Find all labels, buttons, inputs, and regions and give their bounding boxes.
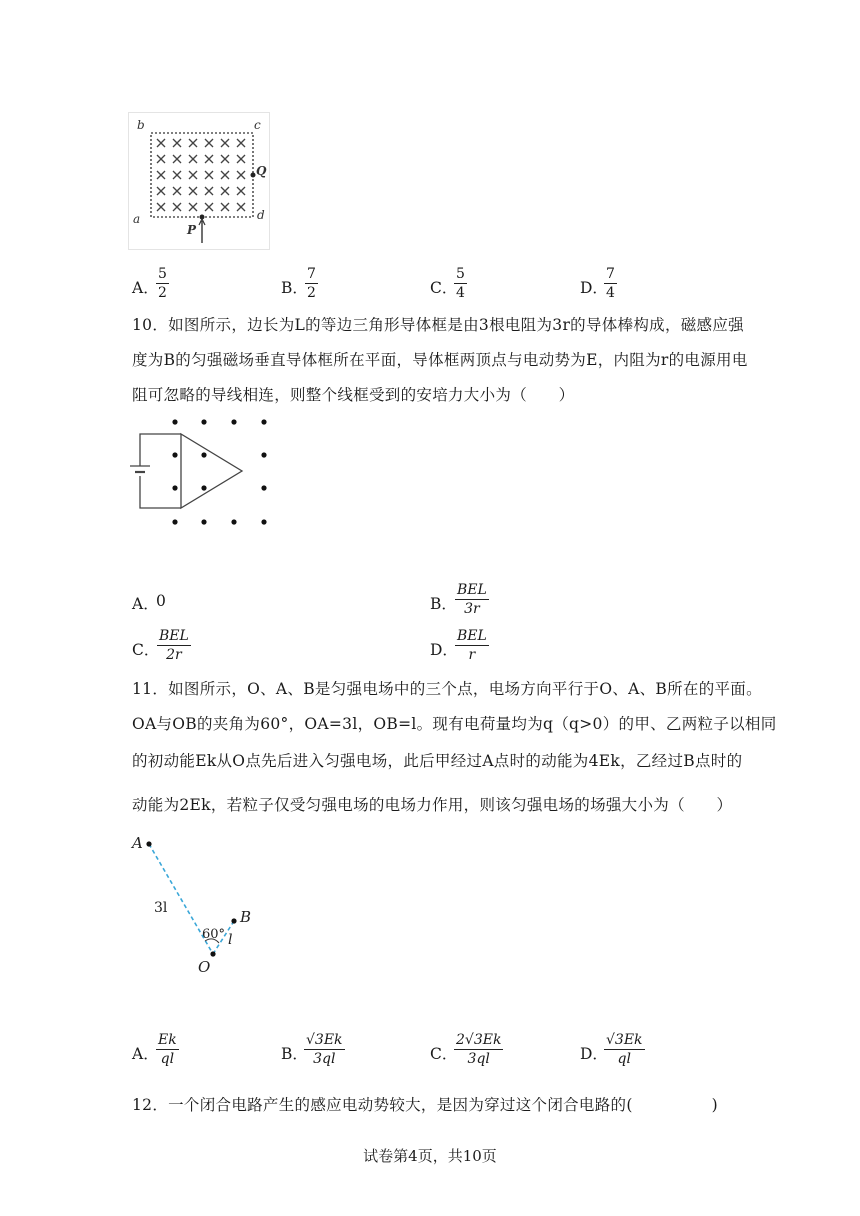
q11-option-d[interactable] — [604, 1032, 645, 1067]
numerator: 7 — [307, 266, 316, 282]
q11-option-b-label: B． — [281, 1045, 308, 1063]
q10-option-a[interactable]: 0 — [156, 592, 166, 610]
q11-stem-line-2: OA与OB的夹角为60°，OA=3l，OB=l。现有电荷量均为q（q>0）的甲、乙两粒子以相同 — [132, 715, 777, 733]
q11-stem-line-3: 的初动能Ek从O点先后进入匀强电场，此后甲经过A点时的动能为4Ek，乙经过B点时的 — [132, 752, 743, 770]
q9-option-a-label: A． — [132, 279, 159, 297]
denominator: 3r — [464, 601, 480, 617]
q11-figure — [124, 830, 264, 980]
q10-option-c-label: C． — [132, 641, 160, 659]
numerator: BEL — [457, 582, 487, 598]
label-c: c — [254, 118, 261, 132]
denominator: 3ql — [467, 1051, 490, 1067]
q10-option-b-label: B． — [430, 595, 457, 613]
q9-option-c[interactable] — [454, 266, 467, 301]
label-ob-length: l — [228, 932, 233, 948]
denominator: 4 — [606, 285, 615, 301]
q9-option-a[interactable] — [156, 266, 169, 301]
denominator: 2r — [166, 647, 182, 663]
denominator: ql — [617, 1051, 631, 1067]
q9-field-diagram — [129, 113, 269, 249]
denominator: 3ql — [313, 1051, 336, 1067]
magnetic-field-dots — [172, 419, 266, 524]
numerator: √3Ek — [306, 1032, 343, 1048]
q9-figure — [128, 112, 270, 250]
point-q-dot — [251, 173, 256, 178]
label-angle: 60° — [202, 927, 226, 942]
q10-stem-line-3: 阻可忽略的导线相连，则整个线框受到的安培力大小为（ ） — [132, 386, 575, 404]
triangle-frame — [181, 434, 242, 508]
point-a-dot — [146, 841, 151, 846]
numerator: BEL — [159, 628, 189, 644]
label-a: a — [133, 212, 141, 226]
q10-stem-line-1: 10．如图所示，边长为L的等边三角形导体框是由3根电阻为3r的导体棒构成，磁感应强 — [132, 316, 744, 334]
q10-stem-line-2: 度为B的匀强磁场垂直导体框所在平面，导体框两顶点与电动势为E，内阻为r的电源用电 — [132, 351, 748, 369]
magnetic-field-crosses — [157, 139, 245, 211]
label-o: O — [198, 958, 211, 976]
q9-option-c-label: C． — [430, 279, 458, 297]
point-o-dot — [210, 951, 215, 956]
denominator: 2 — [158, 285, 167, 301]
page-footer: 试卷第4页，共10页 — [363, 1147, 497, 1165]
q12-stem-line: 12．一个闭合电路产生的感应电动势较大，是因为穿过这个闭合电路的( ) — [132, 1096, 719, 1114]
numerator: 7 — [606, 266, 615, 282]
q11-option-a-label: A． — [132, 1045, 159, 1063]
label-b: B — [240, 908, 252, 926]
q9-option-b[interactable] — [305, 266, 318, 301]
label-a: A — [132, 834, 143, 852]
q10-option-a-label: A． — [132, 595, 159, 613]
q11-field-points-diagram — [124, 830, 264, 980]
q10-option-c[interactable] — [157, 628, 191, 663]
q9-option-d[interactable] — [604, 266, 617, 301]
q9-option-d-label: D． — [580, 279, 608, 297]
numerator: BEL — [457, 628, 487, 644]
label-d: d — [257, 208, 265, 222]
q11-option-b[interactable] — [304, 1032, 345, 1067]
q10-option-b[interactable] — [455, 582, 489, 617]
label-b: b — [137, 118, 145, 132]
q11-stem-line-4: 动能为2Ek，若粒子仅受匀强电场的电场力作用，则该匀强电场的场强大小为（ ） — [132, 796, 733, 814]
numerator: √3Ek — [606, 1032, 643, 1048]
numerator: Ek — [158, 1032, 177, 1048]
denominator: ql — [160, 1051, 175, 1067]
q11-option-c-label: C． — [430, 1045, 458, 1063]
q10-option-d-label: D． — [430, 641, 458, 659]
q10-option-d[interactable] — [455, 628, 489, 663]
q10-figure — [124, 412, 274, 532]
q11-option-c[interactable] — [454, 1032, 503, 1067]
label-q: Q — [256, 164, 267, 178]
numerator: 2√3Ek — [456, 1032, 502, 1048]
point-b-dot — [231, 918, 236, 923]
q10-circuit-diagram — [124, 412, 274, 532]
q11-stem-line-1: 11．如图所示，O、A、B是匀强电场中的三个点，电场方向平行于O、A、B所在的平面。 — [132, 680, 762, 698]
denominator: r — [468, 647, 476, 663]
q9-option-b-label: B． — [281, 279, 308, 297]
q11-option-a[interactable] — [156, 1032, 179, 1067]
denominator: 2 — [307, 285, 316, 301]
denominator: 4 — [456, 285, 465, 301]
label-oa-length: 3l — [154, 900, 168, 916]
numerator: 5 — [158, 266, 167, 282]
numerator: 5 — [456, 266, 465, 282]
q11-option-d-label: D． — [580, 1045, 608, 1063]
label-p: P — [187, 223, 197, 237]
